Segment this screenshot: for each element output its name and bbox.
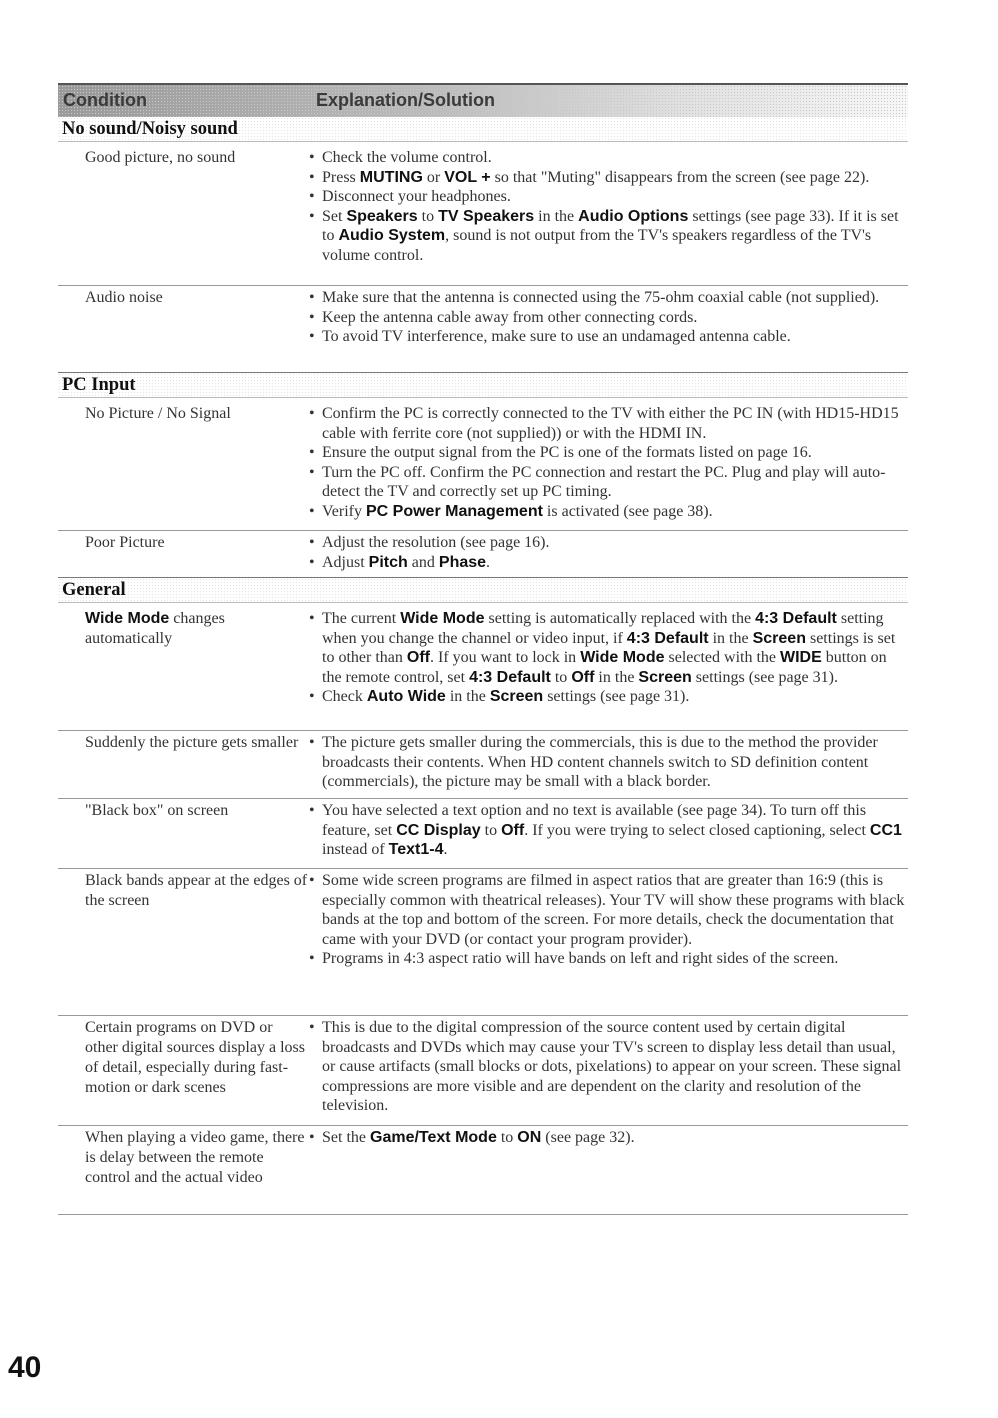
solution-bullet: • Press MUTING or VOL + so that "Muting" disappears from the screen (see page 22). (308, 168, 908, 188)
solution-bullet: • Keep the antenna cable away from other connecting cords. (308, 308, 908, 328)
solution-bullet: • Adjust the resolution (see page 16). (308, 533, 908, 553)
troubleshooting-table (58, 83, 908, 1215)
solution-bullet: • Programs in 4:3 aspect ratio will have bands on left and right sides of the screen. (308, 949, 908, 969)
solution-cell (308, 286, 908, 372)
solution-bullet: • The picture gets smaller during the commercials, this is due to the method the provider broadcasts their contents. When HD content channels switch to SD definition content (commercials), the picture may be small with a black border. (308, 733, 908, 792)
table-row (58, 285, 908, 372)
header-condition: Condition (63, 90, 147, 110)
solution-cell (308, 799, 908, 868)
solution-bullet: • Check the volume control. (308, 148, 908, 168)
solution-bullet: • Verify PC Power Management is activated (see page 38). (308, 502, 908, 522)
condition-cell: Good picture, no sound (85, 149, 236, 166)
solution-bullet: • Some wide screen programs are filmed in aspect ratios that are greater than 16:9 (this is especially common with theatrical releases). Your TV will show these programs with black bands at the top and bottom of the screen. For more details, check the documentation that came with your DVD (or contact your program provider). (308, 871, 908, 949)
solution-bullet: • Set the Game/Text Mode to ON (see page 32). (308, 1128, 908, 1148)
table-row (58, 730, 908, 798)
section-general: General (58, 577, 908, 603)
solution-bullet: • Turn the PC off. Confirm the PC connection and restart the PC. Plug and play will auto-detect the TV and correctly set up PC timing. (308, 463, 908, 502)
section-no-sound: No sound/Noisy sound (58, 117, 908, 142)
table-row (58, 402, 908, 530)
solution-bullet: • Ensure the output signal from the PC is one of the formats listed on page 16. (308, 443, 908, 463)
table-bottom-rule (58, 1214, 908, 1215)
page-number: 40 (8, 1351, 42, 1384)
solution-cell (308, 869, 908, 1015)
condition-cell: Suddenly the picture gets smaller (85, 734, 299, 751)
solution-bullet: • Check Auto Wide in the Screen settings (see page 31). (308, 687, 908, 707)
solution-bullet: • Make sure that the antenna is connected using the 75-ohm coaxial cable (not supplied). (308, 288, 908, 308)
solution-cell (308, 531, 908, 577)
solution-cell (308, 731, 908, 798)
table-header (58, 83, 908, 117)
solution-bullet: • You have selected a text option and no text is available (see page 34). To turn off this feature, set CC Display to Off. If you were trying to select closed captioning, select CC1 instead of Text1-4. (308, 801, 908, 860)
solution-cell (308, 402, 908, 530)
condition-cell: Certain programs on DVD or other digital sources display a loss of detail, especially during fast-motion or dark scenes (85, 1019, 305, 1096)
table-row (58, 1125, 908, 1214)
solution-cell (308, 146, 908, 285)
section-pc-input: PC Input (58, 372, 908, 398)
table-row (58, 798, 908, 868)
table-row (58, 868, 908, 1015)
condition-cell: Black bands appear at the edges of the screen (85, 872, 308, 909)
solution-bullet: • To avoid TV interference, make sure to use an undamaged antenna cable. (308, 327, 908, 347)
solution-bullet: • Disconnect your headphones. (308, 187, 908, 207)
table-row (58, 146, 908, 285)
solution-bullet: • The current Wide Mode setting is automatically replaced with the 4:3 Default setting when you change the channel or video input, if 4:3 Default in the Screen settings is set to other than Off. If you want to lock in Wide Mode selected with the WIDE button on the remote control, set 4:3 Default to Off in the Screen settings (see page 31). (308, 609, 908, 687)
condition-cell: When playing a video game, there is delay between the remote control and the actual video (85, 1129, 305, 1186)
condition-cell: Wide Mode changes automatically (85, 610, 225, 647)
table-row (58, 607, 908, 730)
solution-bullet: • This is due to the digital compression of the source content used by certain digital broadcasts and DVDs which may cause your TV's screen to display less detail than usual, or cause artifacts (small blocks or dots, pixelations) to appear on your screen. These signal compressions are more visible and are dependent on the clarity and resolution of the television. (308, 1018, 908, 1116)
condition-cell: "Black box" on screen (85, 802, 229, 819)
solution-cell (308, 607, 908, 730)
table-row (58, 1015, 908, 1125)
solution-cell (308, 1126, 908, 1214)
solution-bullet: • Confirm the PC is correctly connected to the TV with either the PC IN (with HD15-HD15 cable with ferrite core (not supplied)) or with the HDMI IN. (308, 404, 908, 443)
solution-bullet: • Set Speakers to TV Speakers in the Audio Options settings (see page 33). If it is set to Audio System, sound is not output from the TV's speakers regardless of the TV's volume control. (308, 207, 908, 266)
header-explanation: Explanation/Solution (316, 90, 495, 110)
solution-bullet: • Adjust Pitch and Phase. (308, 553, 908, 573)
table-row (58, 530, 908, 577)
condition-cell: Poor Picture (85, 534, 165, 551)
solution-cell (308, 1016, 908, 1125)
condition-cell: No Picture / No Signal (85, 405, 231, 422)
condition-cell: Audio noise (85, 289, 163, 306)
